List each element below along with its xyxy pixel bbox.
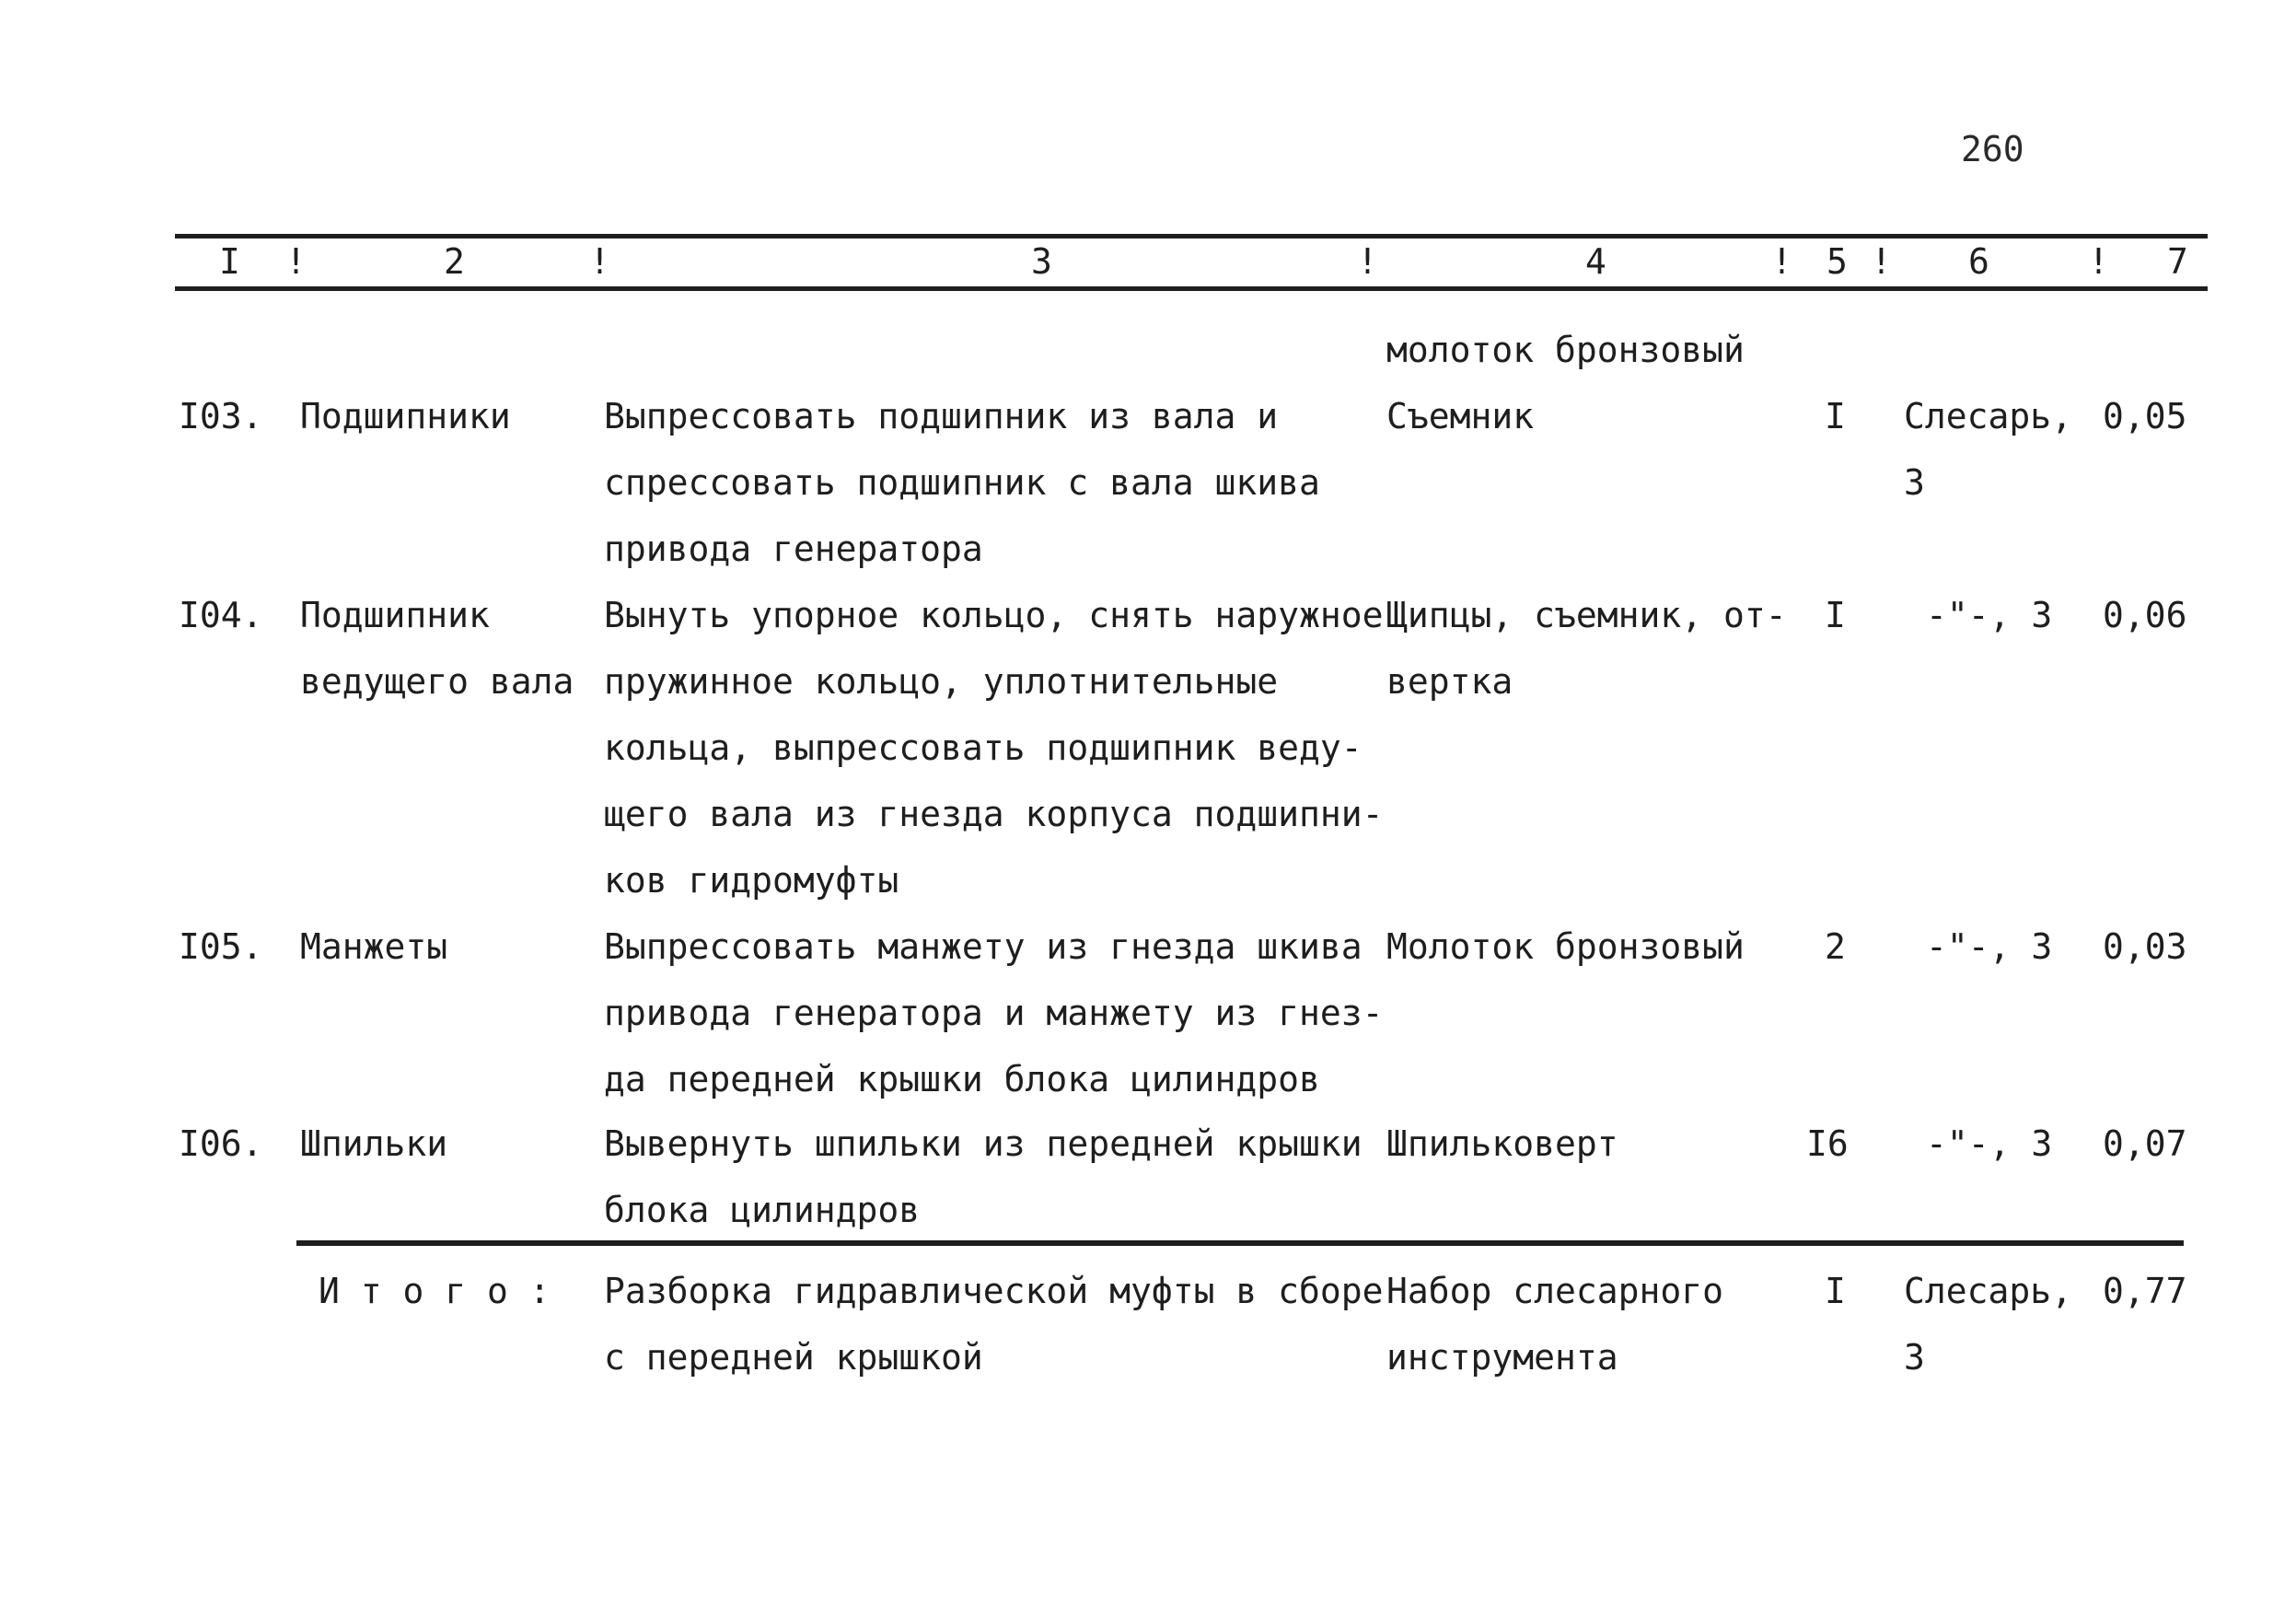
column-header-6: 6 (1968, 241, 1989, 282)
time-value: 0,07 (2103, 1123, 2187, 1164)
row-number: I05. (179, 926, 263, 967)
tool-name: Съемник (1386, 396, 1535, 436)
operation-text: Выпрессовать подшипник из вала и (604, 396, 1279, 436)
tool-name: вертка (1386, 661, 1513, 702)
part-name: ведущего вала (300, 661, 574, 702)
total-rule (296, 1240, 2184, 1246)
worker-grade: -"-, 3 (1926, 1123, 2053, 1164)
quantity: I6 (1806, 1123, 1849, 1164)
worker-grade: -"-, 3 (1926, 595, 2053, 635)
worker-grade: Слесарь, (1904, 396, 2073, 436)
column-separator: ! (1771, 241, 1792, 282)
operation-text: пружинное кольцо, уплотнительные (604, 661, 1279, 702)
operation-text: спрессовать подшипник с вала шкива (604, 462, 1320, 503)
operation-text: Разборка гидравлической муфты в сборе (604, 1271, 1384, 1311)
operation-text: щего вала из гнезда корпуса подшипни- (604, 794, 1384, 834)
column-header-2: 2 (444, 241, 465, 282)
column-separator: ! (1871, 241, 1892, 282)
operation-text: Выпрессовать манжету из гнезда шкива (604, 926, 1363, 967)
total-label: И т о г о : (319, 1271, 551, 1311)
operation-text: с передней крышкой (604, 1337, 983, 1378)
operation-text: блока цилиндров (604, 1190, 921, 1230)
column-header-5: 5 (1826, 241, 1848, 282)
time-value: 0,06 (2103, 595, 2187, 635)
time-value: 0,05 (2103, 396, 2187, 436)
part-name: Шпильки (300, 1123, 448, 1164)
worker-grade: 3 (1904, 462, 1925, 503)
tool-name: Молоток бронзовый (1386, 926, 1745, 967)
tool-name: Набор слесарного (1386, 1271, 1724, 1311)
operation-text: кольца, выпрессовать подшипник веду- (604, 727, 1363, 768)
time-value: 0,77 (2103, 1271, 2187, 1311)
tools-continuation: молоток бронзовый (1386, 330, 1745, 370)
tool-name: инструмента (1386, 1337, 1618, 1378)
header-bottom-rule (175, 286, 2208, 291)
column-header-3: 3 (1031, 241, 1052, 282)
column-header-7: 7 (2167, 241, 2188, 282)
part-name: Подшипники (300, 396, 511, 436)
operation-text: ков гидромуфты (604, 860, 899, 901)
operation-text: привода генератора (604, 529, 983, 569)
column-separator: ! (285, 241, 307, 282)
row-number: I06. (179, 1123, 263, 1164)
column-separator: ! (589, 241, 610, 282)
row-number: I03. (179, 396, 263, 436)
row-number: I04. (179, 595, 263, 635)
part-name: Подшипник (300, 595, 490, 635)
time-value: 0,03 (2103, 926, 2187, 967)
header-top-rule (175, 234, 2208, 238)
operation-text: Вынуть упорное кольцо, снять наружное (604, 595, 1384, 635)
column-separator: ! (1357, 241, 1378, 282)
worker-grade: 3 (1904, 1337, 1925, 1378)
tool-name: Шпильковерт (1386, 1123, 1618, 1164)
quantity: 2 (1825, 926, 1846, 967)
quantity: I (1825, 396, 1846, 436)
operation-text: привода генератора и манжету из гнез- (604, 993, 1384, 1033)
worker-grade: Слесарь, (1904, 1271, 2073, 1311)
page-number: 260 (1961, 129, 2024, 169)
operation-text: да передней крышки блока цилиндров (604, 1059, 1320, 1099)
column-header-4: 4 (1585, 241, 1606, 282)
column-separator: ! (2088, 241, 2109, 282)
tool-name: Щипцы, съемник, от- (1386, 595, 1787, 635)
worker-grade: -"-, 3 (1926, 926, 2053, 967)
quantity: I (1825, 1271, 1846, 1311)
quantity: I (1825, 595, 1846, 635)
column-header-1: I (219, 241, 240, 282)
operation-text: Вывернуть шпильки из передней крышки (604, 1123, 1363, 1164)
part-name: Манжеты (300, 926, 448, 967)
